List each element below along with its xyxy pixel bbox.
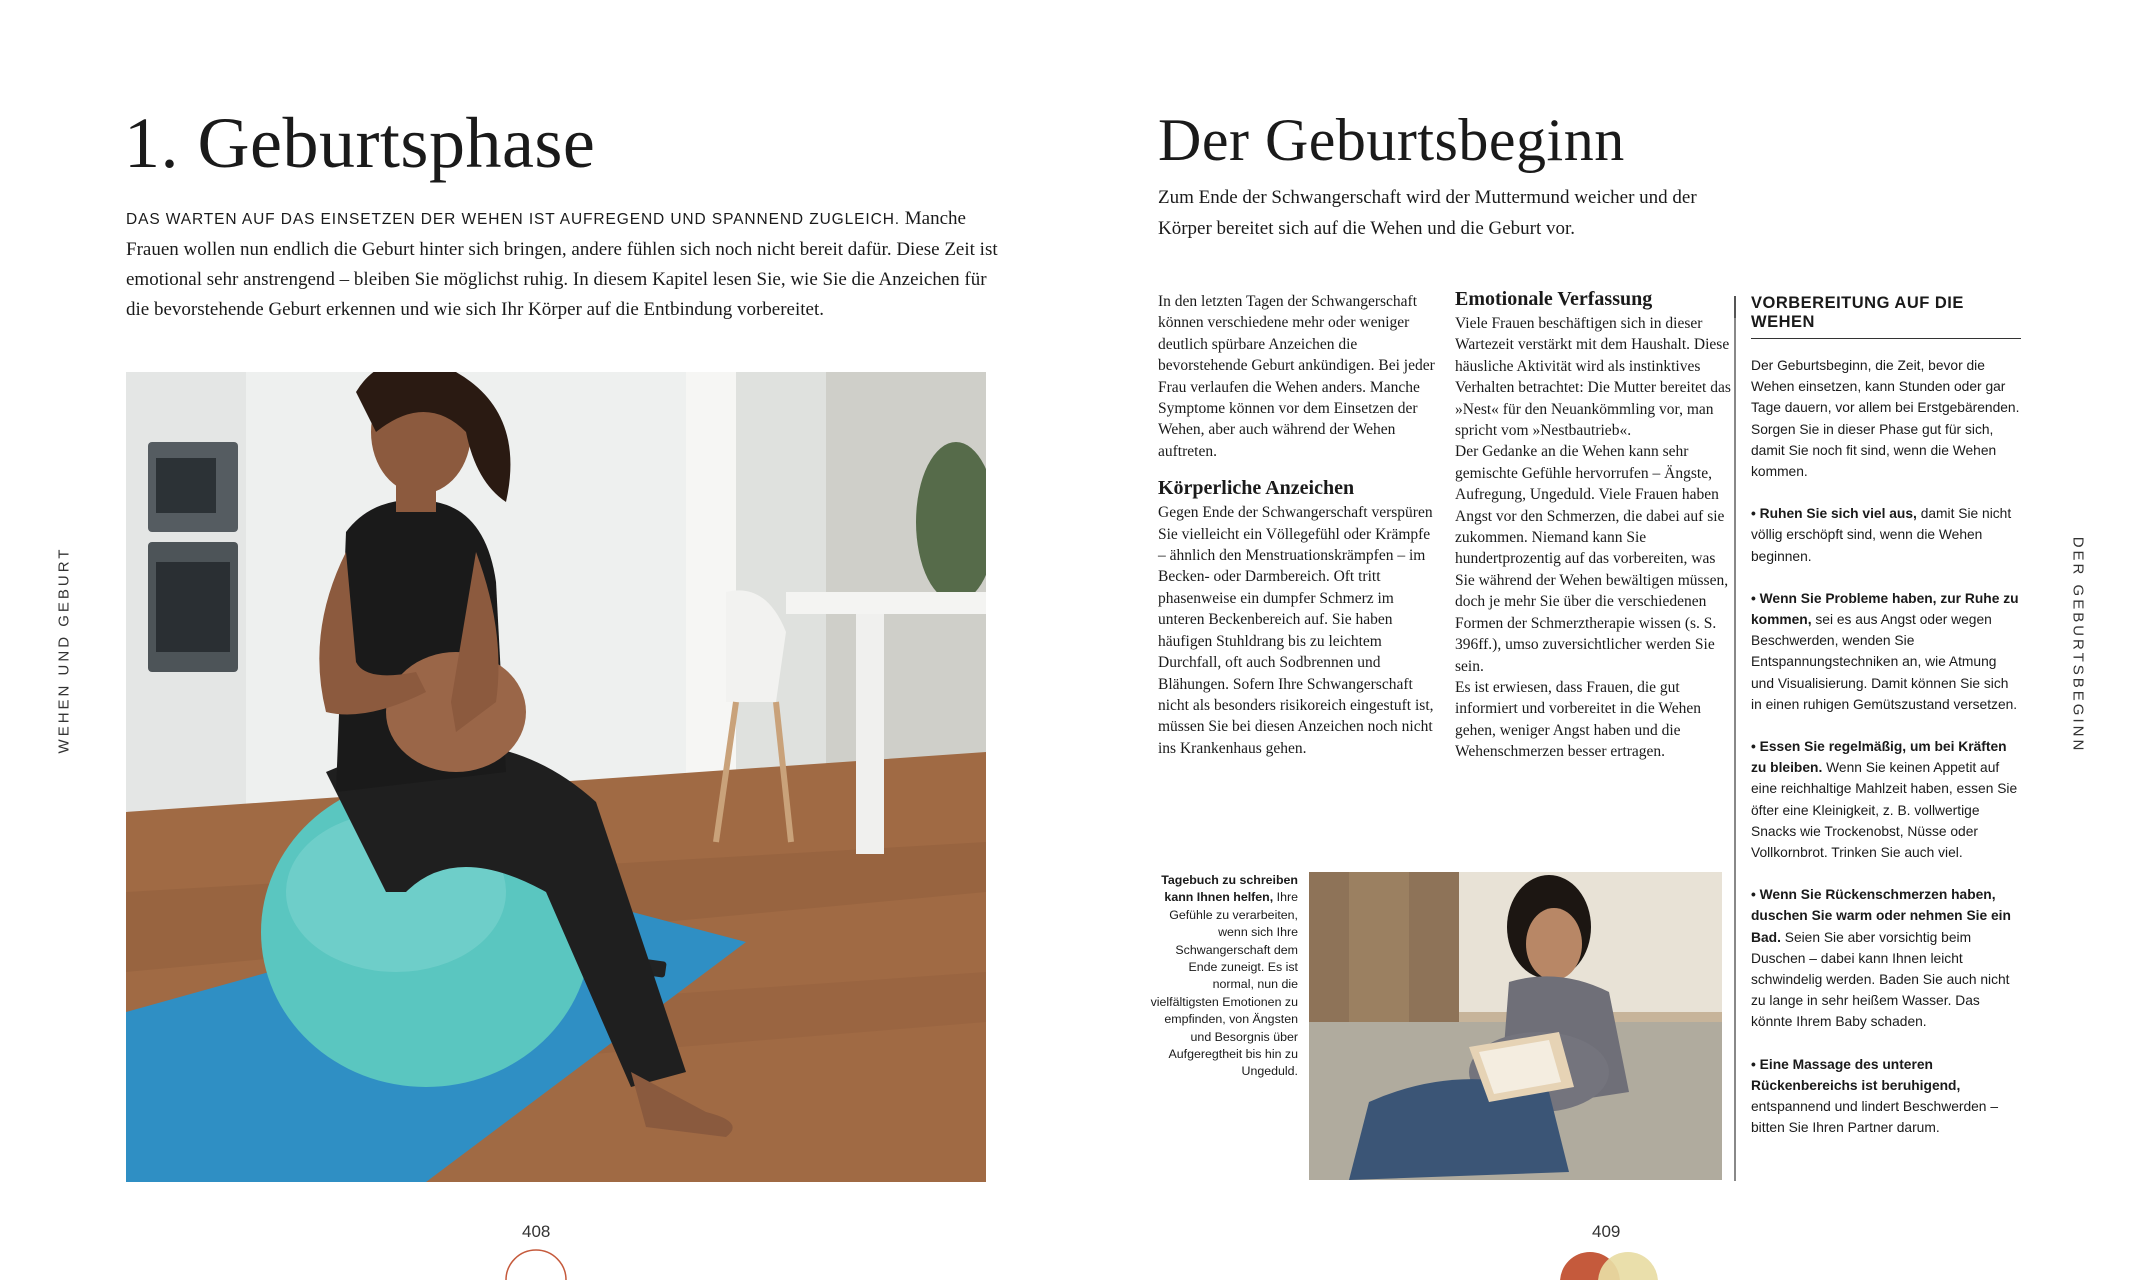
chapter-intro	[126, 204, 1008, 325]
tip-text: Wenn Sie keinen Appetit auf eine reichhaltige Mahlzeit haben, essen Sie öfter eine Kleinigkeit, z. B. vollwertige Snacks wie Trockenobst, Nüsse oder Vollkornbrot. Trinken Sie auch viel.	[1751, 760, 2018, 861]
tip-bold: • Wenn Sie Rückenschmerzen haben, duschen Sie warm oder nehmen Sie ein Bad.	[1751, 887, 2011, 945]
sidebar-title: VORBEREITUNG AUF DIE WEHEN	[1751, 294, 2021, 339]
text-column-2	[1455, 287, 1733, 763]
photo-pregnant-woman-exercise-ball	[126, 372, 986, 1182]
tip-text: damit Sie nicht völlig erschöpft sind, wenn die Wehen beginnen.	[1751, 506, 2012, 564]
intro-caps: DAS WARTEN AUF DAS EINSETZEN DER WEHEN IST AUFREGEND UND SPANNEND ZUGLEICH.	[126, 211, 900, 228]
tip-text: entspannend und lindert Beschwerden – bitten Sie Ihren Partner darum.	[1751, 1099, 1998, 1136]
tip-bold: • Eine Massage des unteren Rückenbereichs ist beruhigend,	[1751, 1056, 1961, 1093]
tip-bold: • Wenn Sie Probleme haben, zur Ruhe zu kommen,	[1751, 590, 2019, 628]
sidebar-tip	[1751, 884, 2021, 1032]
decorative-circles-icon	[1552, 1250, 1672, 1280]
photo-woman-writing-diary	[1309, 872, 1722, 1180]
paragraph: In den letzten Tagen der Schwangerschaft können verschiedene mehr oder weniger deutlich spürbare Anzeichen die bevorstehende Geburt ankündigen. Bei jeder Frau verlaufen die Wehen anders. Manche Symptome können vor dem Einsetzen der Wehen, aber auch während der Wehen auftreten.	[1158, 293, 1435, 460]
sidebar-intro: Der Geburtsbeginn, die Zeit, bevor die Wehen einsetzen, kann Stunden oder gar Tage dauern, vor allem bei Erstgebärenden. Sorgen Sie in dieser Phase gut für sich, damit Sie noch fit sind, wenn die Wehen kommen.	[1751, 358, 2020, 480]
subheading-koerperliche-anzeichen: Körperliche Anzeichen	[1158, 477, 1355, 500]
sidebar-tip	[1751, 588, 2021, 715]
decorative-circle-outline-icon	[504, 1248, 568, 1280]
text-column-1	[1158, 291, 1438, 759]
sidebar-rule	[1734, 296, 1736, 1181]
sidebar-tip	[1751, 503, 2021, 567]
paragraph: Es ist erwiesen, dass Frauen, die gut informiert und vorbereitet in die Wehen gehen, weniger Angst haben und die Wehenschmerzen besser ertragen.	[1455, 678, 1701, 761]
sidebar-rule-accent	[1734, 296, 1736, 318]
sidebar-tip	[1751, 1054, 2021, 1139]
caption-bold: Tagebuch zu schreiben kann Ihnen helfen,	[1161, 873, 1298, 905]
running-head-left: WEHEN UND GEBURT	[55, 546, 73, 754]
tip-bold: • Essen Sie regelmäßig, um bei Kräften zu bleiben.	[1751, 739, 2007, 776]
sidebar-tip	[1751, 736, 2021, 863]
tip-text: Seien Sie aber vorsichtig beim Duschen – dabei kann Ihnen leicht schwindelig werden. Baden Sie auch nicht zu lange in sehr heißem Wasser. Das könnte Ihrem Baby schaden.	[1751, 929, 2010, 1030]
chapter-heading: 1. Geburtsphase	[124, 103, 596, 183]
paragraph: Gegen Ende der Schwangerschaft verspüren Sie vielleicht ein Völlegefühl oder Krämpfe – ähnlich den Menstruationskrämpfen – im Becken- oder Darmbereich. Oft tritt phasenweise ein dumpfer Schmerz im unteren Beckenbereich auf. Sie haben häufigen Stuhldrang bis zu leichtem Durchfall, oft auch Sodbrennen und Blähungen. Sofern Ihre Schwangerschaft nicht als besonders risikoreich eingestuft ist, müssen Sie bei diesen Anzeichen noch nicht ins Krankenhaus gehen.	[1158, 504, 1434, 757]
paragraph: Der Gedanke an die Wehen kann sehr gemischte Gefühle hervorrufen – Ängste, Aufregung, Ungeduld. Viele Frauen haben Angst vor den Schmerzen, die dabei auf sie zukommen. Niemand kann Sie hundertprozentig auf das vorbereiten, was Sie während der Wehen bewältigen müssen, doch je mehr Sie über die verschiedenen Formen der Schmerztherapie wissen (s. S. 396ff.), umso zuversichtlicher werden Sie sein.	[1455, 443, 1729, 675]
page-number-left: 408	[522, 1222, 551, 1241]
intro-text: Manche Frauen wollen nun endlich die Geburt hinter sich bringen, andere fühlen sich noch nicht bereit dafür. Diese Zeit ist emotional sehr anstrengend – bleiben Sie möglichst ruhig. In diesem Kapitel lesen Sie, wie Sie die Anzeichen für die bevorstehende Geburt erkennen und wie sich Ihr Körper auf die Entbindung vorbereitet.	[126, 208, 998, 320]
section-intro: Zum Ende der Schwangerschaft wird der Muttermund weicher und der Körper bereitet sich auf die Wehen und die Geburt vor.	[1158, 187, 1697, 239]
sidebar-box	[1751, 294, 2021, 1160]
tip-bold: • Ruhen Sie sich viel aus,	[1751, 506, 1917, 522]
tip-text: sei es aus Angst oder wegen Beschwerden, wenden Sie Entspannungstechniken an, wie Atmung und Visualisierung. Damit können Sie sich in einen ruhigen Gemütszustand versetzen.	[1751, 612, 2018, 712]
page-number-right: 409	[1592, 1222, 1621, 1241]
section-heading: Der Geburtsbeginn	[1158, 107, 1625, 173]
subheading-emotionale-verfassung: Emotionale Verfassung	[1455, 288, 1653, 310]
photo-caption	[1150, 872, 1298, 1081]
paragraph: Viele Frauen beschäftigen sich in dieser Wartezeit verstärkt mit dem Haushalt. Diese häusliche Aktivität wird als instinktives Verhalten betrachtet: Die Mutter bereitet das »Nest« für den Neuankömmling vor, man spricht vom »Nestbautrieb«.	[1455, 315, 1731, 440]
caption-text: Ihre Gefühle zu verarbeiten, wenn sich Ihre Schwangerschaft dem Ende zuneigt. Es ist normal, nun die vielfältigsten Emotionen zu empfinden, von Ängsten und Besorgnis über Aufgeregtheit bis hin zu Ungeduld.	[1150, 890, 1298, 1079]
running-head-right: DER GEBURTSBEGINN	[2069, 536, 2087, 754]
